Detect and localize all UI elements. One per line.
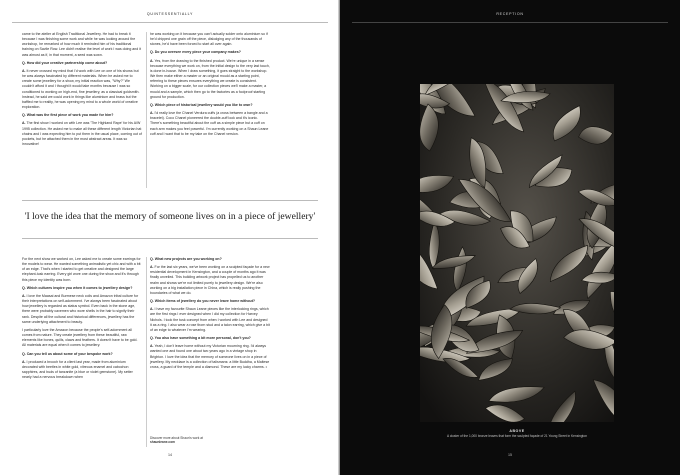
answer-label: A. xyxy=(150,58,154,63)
pullquote-rule-bottom xyxy=(22,238,318,239)
interview-answer xyxy=(22,294,142,325)
interview-answer xyxy=(150,265,270,296)
answer-label: A. xyxy=(150,265,154,270)
interview-answer xyxy=(22,69,142,110)
interview-question: Q. Can you tell us about some of your bespoke work? xyxy=(22,351,113,356)
right-page-header: RECEPTION xyxy=(496,12,524,16)
pull-quote: 'I love the idea that the memory of someone lives on in a piece of jewellery' xyxy=(24,211,316,222)
answer-text: I produced a brooch for a client last year, made from aluminium decorated with beetles in white gold, vitreous enamel and cabochon sapphires, and buds of tanzanite (a blue or violet gemstone). My setter nearly had a nervous breakdown when xyxy=(22,359,133,380)
answer-label: A. xyxy=(150,111,154,116)
answer-text: The first show I worked on with Lee was 'The Highland Rape' for his A/W 1995 collection. He asked me to make all these different length Victorian hat chains and I was expecting him to put them in the usual place, coming out of pockets, but he attached them in the most abstract areas. It was so innovative! xyxy=(22,121,142,146)
body-paragraph: For the next show we worked on, Lee asked me to create some earrings for the models to wear. He wanted something animalistic yet chic and with a bit of an edge. That's when I started to get creative and designed the large elephant-tusk earring. Every girl wore one during the show and it's through this piece my identity was born. xyxy=(22,257,141,282)
answer-text: I have my favourite Shaun Leane pieces like the interlocking rings, which are the first rings I ever designed when I did my collection for Harvey Nichols. I took the tusk concept from when I worked with Lee and designed it as a ring. I also wear a rose thorn stud and a talon earring, which give a bit of an edge to whatever I'm wearing. xyxy=(150,307,270,332)
interview-question: Q. Which piece of historical jewellery would you like to own? xyxy=(150,102,253,107)
interview-answer xyxy=(22,121,142,147)
column-divider-bottom xyxy=(146,257,147,447)
answer-label: A. xyxy=(22,359,26,364)
right-page-number: 15 xyxy=(508,453,512,457)
interview-question: Q. You also have something a bit more personal, don't you? xyxy=(150,336,251,341)
interview-question: Q. How did your creative partnership come about? xyxy=(22,60,108,65)
photo-caption: A cluster of the 1,000 bronze leaves that form the sculpted façade of 21 Young Street in Kensington xyxy=(447,434,587,438)
credit-link[interactable]: shaunleane.com xyxy=(150,440,175,445)
article-column-3 xyxy=(22,257,142,383)
credit-text: Discover more about Shaun's work at xyxy=(150,436,203,440)
interview-question: Q. Which cultures inspire you when it comes to jewellery design? xyxy=(22,285,133,290)
interview-question: Q. What was the first piece of work you made for him? xyxy=(22,113,114,118)
pullquote-rule-top xyxy=(22,200,318,201)
answer-label: A. xyxy=(150,307,154,312)
left-page-number: 14 xyxy=(168,453,172,457)
article-column-1 xyxy=(22,32,142,150)
interview-answer xyxy=(150,111,270,137)
answer-label: A. xyxy=(22,121,26,126)
answer-text: Yes, from the drawing to the finished product. We're unique in a sense because everything we work on, from the initial design to the very last touch, is done in-house. When I draw something, it goes straight to the workshop. We then make either a master or an original mould as a starting point, referring to these pieces ensures everything we create is consistent. Working on a bigger scale, for our collection pieces we'll make a master, a mould and a sample, which then go to the factories as a foolproof starting ground for production. xyxy=(150,58,270,99)
answer-text: It never crossed my mind that I'd work with Lee on one of his shows but he was always fascinated by different materials. When he asked me to create some jewellery for a show, my initial reaction was, "Why?" We couldn't afford it and I thought it would take months because I was so conditioned to working on high-end, fine jewellery, as a classical goldsmith. Instead, he said we could work in things like aluminium and brass but the baffled me to reality, he was opening my mind to a whole world of creative exploration. xyxy=(22,68,140,110)
interview-question: Q. Which items of jewellery do you never leave home without? xyxy=(150,299,256,304)
interview-answer xyxy=(150,307,270,333)
answer-text: For the last six years, we've been working on a sculpted façade for a new residential development in Kensington, and a couple of months ago it was finally unveiled. This building artwork project has propelled us to another realm and shows we're not limited purely to jewellery design. We're also working on a big installation piece in China, which is really pushing the boundaries of what we do. xyxy=(150,265,270,295)
interview-answer xyxy=(150,344,270,370)
answer-label: A. xyxy=(22,68,26,73)
body-paragraph: he was working on it because you can't actually solder onto aluminium so if he'd chipped one grain off the piece, dislodging any of the thousands of stones, he'd have been forced to start all over again. xyxy=(150,32,268,47)
answer-text: I'd really love the Chanel Verdura cuffs (a cross between a bangle and a bracelet). Coco Chanel pioneered the double-cuff look and it's iconic. There's something beautiful about the cuff as a simple piece but a cuff on each arm makes you feel powerful. I'm currently working on a Shaun Leane cuff and I want that to be my take on the Chanel version. xyxy=(150,111,269,136)
answer-text: Yeah, I don't leave home without my Victorian mourning ring. I'd always wanted one and found one about two years ago in a vintage shop in Brighton. I love the idea that the memory of someone lives on in a piece of jewellery. My necklace is a collection of talismans: a little Buddha, a Maltese cross, a guard of the temple and a diamond. These are my lucky charms. • xyxy=(150,344,270,369)
photo-caption-heading: ABOVE xyxy=(509,429,525,433)
body-paragraph: I particularly love the Amazon because the people's self-adornment all comes from nature. They create jewellery from these beautiful, raw elements like bones, quills, claws and feathers. It doesn't have to be gold. All materials are equal when it comes to jewellery. xyxy=(22,327,138,348)
column-divider-top xyxy=(146,32,147,188)
right-header-rule xyxy=(352,22,668,23)
interview-answer xyxy=(150,59,270,100)
left-header-rule xyxy=(12,22,328,23)
interview-question: Q. What new projects are you working on? xyxy=(150,257,222,261)
answer-text: I love the Maasai and Burmese neck coils and Amazon tribal culture for their interpretations on self-adornment. I've always been fascinated about how jewellery is regarded as status symbol. Even back in the stone age, there were probably cavemen who wore shells in the hair to signify their rank. Despite all the cultural and historical differences, jewellery has the same underlying attachment to beauty. xyxy=(22,293,139,324)
body-paragraph: came to the atelier at English Traditional Jewellery. He had to break it because I was finishing some work and while he was looking around the workshop, he remarked of how much it reminded him of his traditional training on Savile Row. Lee didn't realise the level of work I was doing and it was almost as if, in that moment, a seed was sown. xyxy=(22,32,141,57)
article-column-4 xyxy=(150,257,270,373)
bronze-leaves-photo xyxy=(420,84,614,422)
answer-label: A. xyxy=(22,293,26,298)
interview-answer xyxy=(22,360,142,381)
interview-question: Q. Do you oversee every piece your company makes? xyxy=(150,50,241,55)
website-credit xyxy=(150,436,270,444)
left-page-header: QUINTESSENTIALLY xyxy=(146,12,194,16)
article-column-2 xyxy=(150,32,270,140)
answer-label: A. xyxy=(150,344,154,349)
